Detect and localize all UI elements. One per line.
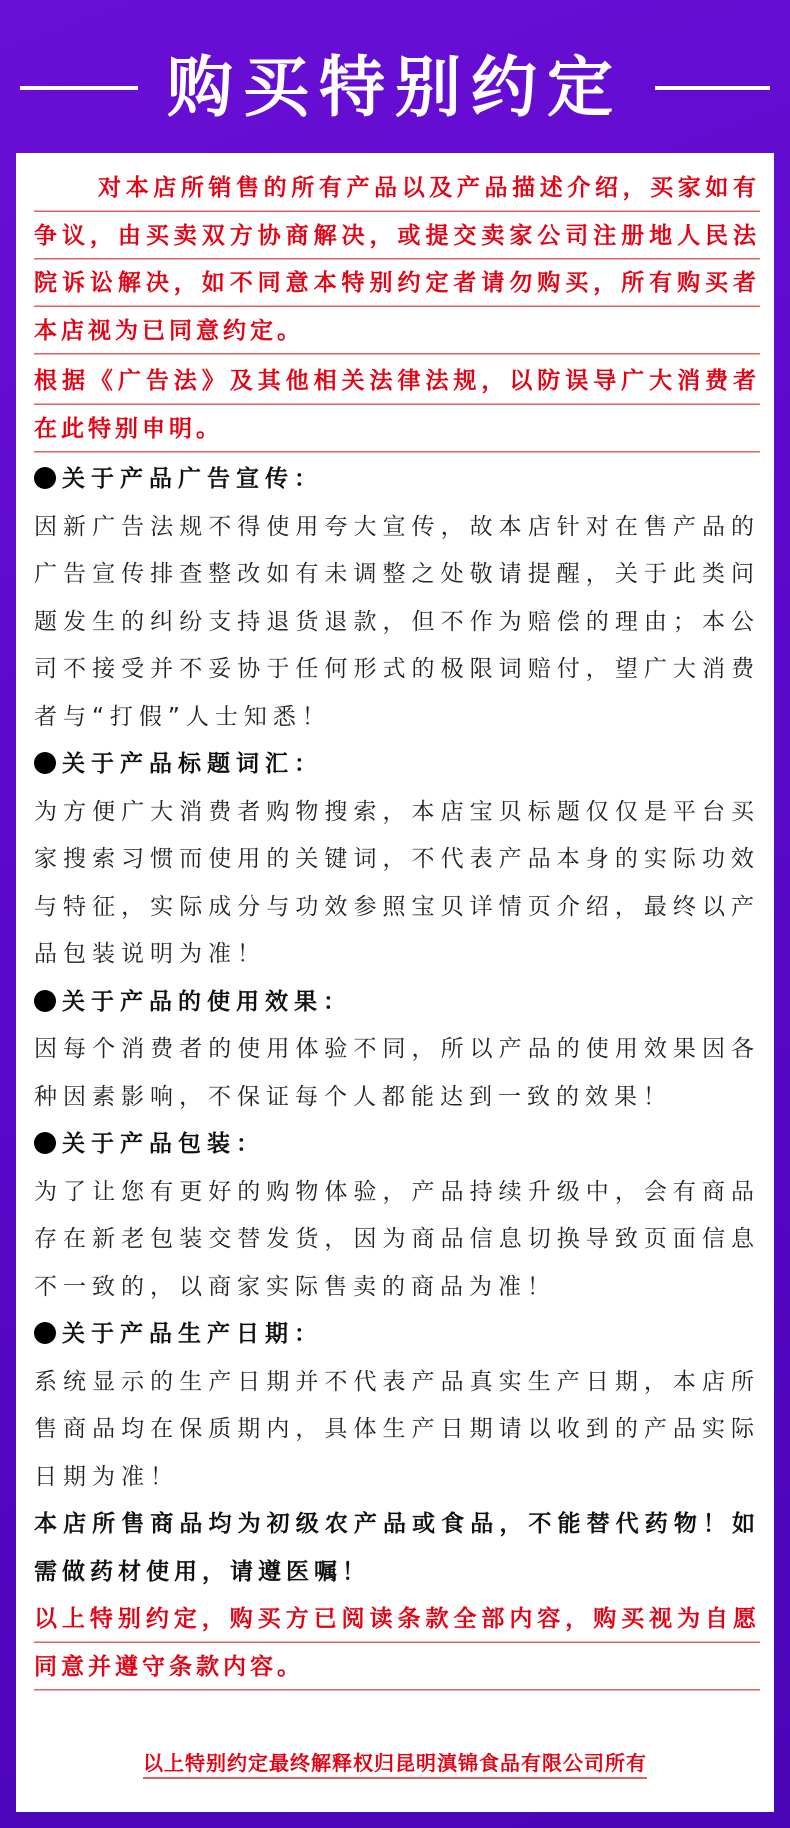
- section-heading: [34, 1121, 760, 1169]
- section-body: 因新广告法规不得使用夸大宣传，故本店针对在售产品的广告宣传排查整改如有未调整之处敬请提醒，关于此类问题发生的纠纷支持退货退款，但不作为赔偿的理由；本公司不接受并不妥协于任何形式的极限词赔付，望广大消费者与“打假”人士知悉！: [34, 513, 760, 730]
- title-left-line: [20, 86, 138, 90]
- section-heading: [34, 741, 760, 789]
- section-heading: [34, 456, 760, 504]
- header: [0, 0, 790, 150]
- bullet-icon: [34, 467, 56, 489]
- bullet-icon: [34, 990, 56, 1012]
- section-heading: [34, 1311, 760, 1359]
- bullet-icon: [34, 752, 56, 774]
- page-title: 购买特别约定: [167, 49, 623, 126]
- agreement-statement: 以上特别约定，购买方已阅读条款全部内容，购买视为自愿同意并遵守条款内容。: [34, 1596, 760, 1691]
- section-heading: [34, 979, 760, 1027]
- medicine-notice: 本店所售商品均为初级农产品或食品，不能替代药物！如需做药材使用，请遵医嘱！: [34, 1511, 760, 1585]
- section-heading-text: 关于产品生产日期：: [62, 1321, 323, 1347]
- section-heading-text: 关于产品标题词汇：: [62, 751, 323, 777]
- footer-text: 以上特别约定最终解释权归昆明滇锦食品有限公司所有: [143, 1751, 647, 1779]
- section-body: 为方便广大消费者购物搜索，本店宝贝标题仅仅是平台买家搜索习惯而使用的关键词，不代表产品本身的实际功效与特征，实际成分与功效参照宝贝详情页介绍，最终以产品包装说明为准！: [34, 798, 760, 967]
- bullet-icon: [34, 1132, 56, 1154]
- section-body: 因每个消费者的使用体验不同，所以产品的使用效果因各种因素影响，不保证每个人都能达到一致的效果！: [34, 1036, 760, 1110]
- section-body: 系统显示的生产日期并不代表产品真实生产日期，本店所售商品均在保质期内，具体生产日期请以收到的产品实际日期为准！: [34, 1368, 760, 1490]
- section-heading-text: 关于产品的使用效果：: [62, 988, 352, 1015]
- footer-note: [16, 1743, 774, 1783]
- bullet-icon: [34, 1322, 56, 1344]
- section-body: 为了让您有更好的购物体验，产品持续升级中，会有商品存在新老包装交替发货，因为商品信息切换导致页面信息不一致的，以商家实际售卖的商品为准！: [34, 1178, 760, 1300]
- section-heading-text: 关于产品广告宣传：: [62, 466, 323, 492]
- intro-paragraph: 对本店所销售的所有产品以及产品描述介绍，买家如有争议，由买卖双方协商解决，或提交卖家公司注册地人民法院诉讼解决，如不同意本特别约定者请勿购买，所有购买者本店视为已同意约定。: [34, 165, 760, 355]
- terms-content: [34, 165, 760, 1691]
- section-heading-text: 关于产品包装：: [62, 1131, 265, 1157]
- advertising-law-paragraph: 根据《广告法》及其他相关法律法规，以防误导广大消费者在此特别申明。: [34, 358, 760, 453]
- title-right-line: [655, 86, 770, 90]
- terms-card: [16, 153, 774, 1812]
